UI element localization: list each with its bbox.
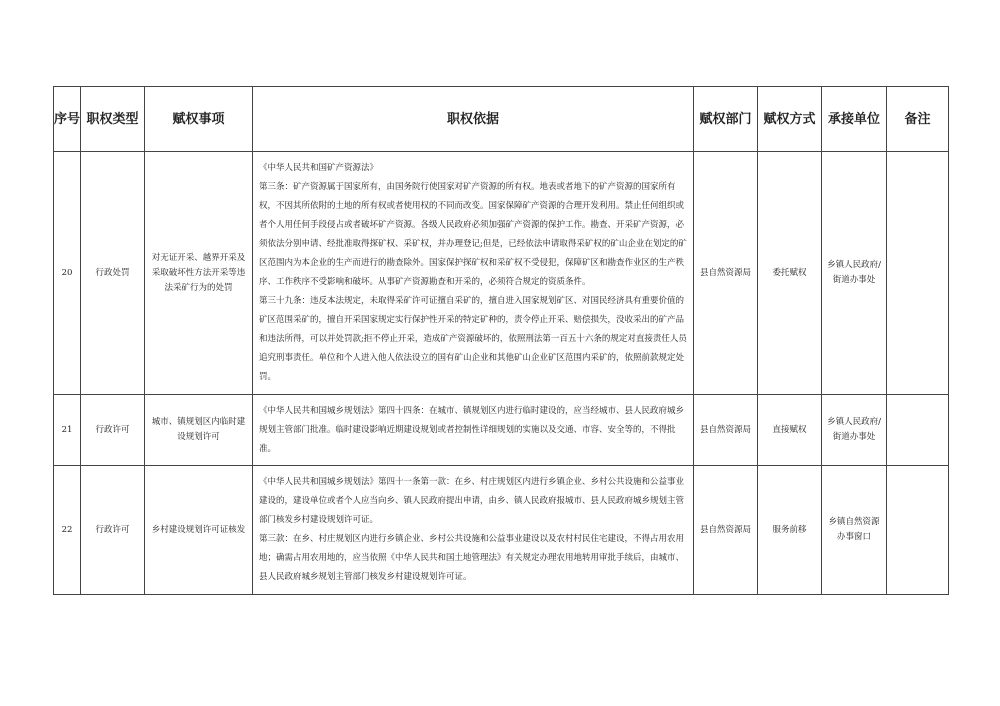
basis-paragraph: 《中华人民共和国城乡规划法》第四十一条第一款：在乡、村庄规划区内进行乡镇企业、乡村公共设施和公益事业建设的，建设单位或者个人应当向乡、镇人民政府提出申请，由乡、镇人民政府报城市、县人民政府城乡规划主管部门核发乡村建设规划许可证。 <box>259 477 685 525</box>
row-method: 服务前移 <box>758 466 822 595</box>
header-basis: 职权依据 <box>253 87 694 152</box>
row-type: 行政许可 <box>81 466 145 595</box>
header-type: 职权类型 <box>81 87 145 152</box>
authority-table <box>53 86 949 595</box>
row-note <box>887 395 949 466</box>
row-type: 行政许可 <box>81 395 145 466</box>
header-dept: 赋权部门 <box>694 87 758 152</box>
header-note: 备注 <box>887 87 949 152</box>
row-method: 直接赋权 <box>758 395 822 466</box>
row-dept: 县自然资源局 <box>694 395 758 466</box>
row-note <box>887 152 949 395</box>
basis-paragraph: 第三条：矿产资源属于国家所有，由国务院行使国家对矿产资源的所有权。地表或者地下的矿产资源的国家所有权，不因其所依附的土地的所有权或者使用权的不同而改变。国家保障矿产资源的合理开发利用。禁止任何组织或者个人用任何手段侵占或者破坏矿产资源。各级人民政府必须加强矿产资源的保护工作。勘查、开采矿产资源，必须依法分别申请、经批准取得探矿权、采矿权，并办理登记;但是，已经依法申请取得采矿权的矿山企业在划定的矿区范围内为本企业的生产而进行的勘查除外。国家保护探矿权和采矿权不受侵犯，保障矿区和勘查作业区的生产秩序、工作秩序不受影响和破坏。从事矿产资源勘查和开采的，必须符合规定的资质条件。 <box>259 182 687 287</box>
header-org: 承接单位 <box>822 87 887 152</box>
table-row <box>54 152 949 395</box>
header-seq: 序号 <box>54 87 81 152</box>
row-item: 城市、镇规划区内临时建设规划许可 <box>145 395 253 466</box>
row-dept: 县自然资源局 <box>694 152 758 395</box>
basis-paragraph: 第三十九条：违反本法规定，未取得采矿许可证擅自采矿的，擅自进入国家规划矿区、对国民经济具有重要价值的矿区范围采矿的，擅自开采国家规定实行保护性开采的特定矿种的，责令停止开采、赔偿损失，没收采出的矿产品和违法所得，可以并处罚款;拒不停止开采，造成矿产资源破坏的，依照刑法第一百五十六条的规定对直接责任人员追究刑事责任。单位和个人进入他人依法设立的国有矿山企业和其他矿山企业矿区范围内采矿的，依照前款规定处罚。 <box>259 296 687 382</box>
row-seq: 20 <box>54 152 81 395</box>
basis-paragraph: 《中华人民共和国矿产资源法》 <box>259 163 379 173</box>
table-row <box>54 395 949 466</box>
row-type: 行政处罚 <box>81 152 145 395</box>
row-note <box>887 466 949 595</box>
row-org: 乡镇人民政府/街道办事处 <box>822 395 887 466</box>
basis-paragraph: 《中华人民共和国城乡规划法》第四十四条：在城市、镇规划区内进行临时建设的，应当经城市、县人民政府城乡规划主管部门批准。临时建设影响近期建设规划或者控制性详细规划的实施以及交通、市容、安全等的，不得批准。 <box>259 405 685 454</box>
row-basis <box>253 152 694 395</box>
row-org: 乡镇人民政府/街道办事处 <box>822 152 887 395</box>
row-item: 对无证开采、越界开采及采取破坏性方法开采等违法采矿行为的处罚 <box>145 152 253 395</box>
row-basis <box>253 395 694 466</box>
table-row <box>54 466 949 595</box>
header-item: 赋权事项 <box>145 87 253 152</box>
row-method: 委托赋权 <box>758 152 822 395</box>
row-item: 乡村建设规划许可证核发 <box>145 466 253 595</box>
header-row <box>54 87 949 152</box>
row-dept: 县自然资源局 <box>694 466 758 595</box>
header-method: 赋权方式 <box>758 87 822 152</box>
basis-paragraph: 第三款：在乡、村庄规划区内进行乡镇企业、乡村公共设施和公益事业建设以及农村村民住宅建设，不得占用农用地；确需占用农用地的，应当依照《中华人民共和国土地管理法》有关规定办理农用地转用审批手续后，由城市、县人民政府城乡规划主管部门核发乡村建设规划许可证。 <box>259 534 685 582</box>
row-basis <box>253 466 694 595</box>
row-seq: 22 <box>54 466 81 595</box>
authority-table-sheet <box>53 86 949 595</box>
row-seq: 21 <box>54 395 81 466</box>
row-org: 乡镇自然资源办事窗口 <box>822 466 887 595</box>
